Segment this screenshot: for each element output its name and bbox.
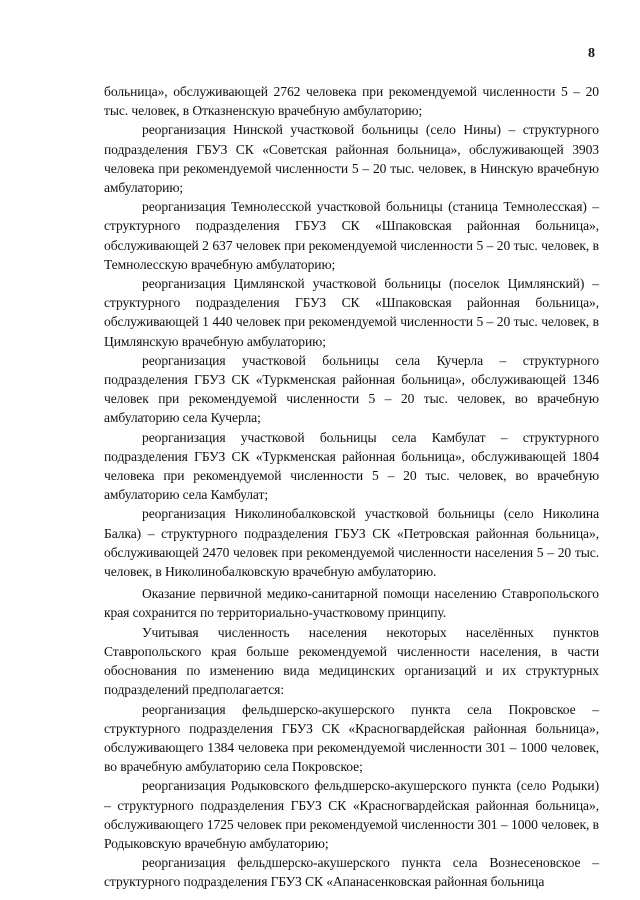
paragraph-9: Учитывая численность населения некоторых населённых пунктов Ставропольского края больше рекомендуемой численности населения, в части обоснования по изменению вида медицинских организаций и их структурных подразделений предполагается: bbox=[104, 624, 599, 698]
document-body bbox=[104, 82, 599, 892]
paragraph-5: реорганизация участковой больницы села Кучерла – структурного подразделения ГБУЗ СК «Туркменская районная больница», обслуживающей 1346 человек при рекомендуемой численности 5 – 20 тыс. человек, во врачебную амбулаторию села Кучерла; bbox=[104, 352, 599, 426]
paragraph-4: реорганизация Цимлянской участковой больницы (поселок Цимлянский) – структурного подразделения ГБУЗ СК «Шпаковская районная больница», обслуживающей 1 440 человек при рекомендуемой численности 5 – 20 тыс. человек, в Цимлянскую врачебную амбулаторию; bbox=[104, 276, 599, 349]
paragraph-11: реорганизация Родыковского фельдшерско-акушерского пункта (село Родыки) – структурного подразделения ГБУЗ СК «Красногвардейская районная больница», обслуживающего 1725 человек при рекомендуемой численности 301 – 1000 человек, в Родыковскую врачебную амбулаторию; bbox=[104, 778, 599, 851]
paragraph-2: реорганизация Нинской участковой больницы (село Нины) – структурного подразделения ГБУЗ СК «Советская районная больница», обслуживающей 3903 человека при рекомендуемой численности 5 – 20 тыс. человек, в Нинскую врачебную амбулаторию; bbox=[104, 122, 599, 196]
paragraph-7: реорганизация Николинобалковской участковой больницы (село Николина Балка) – структурного подразделения ГБУЗ СК «Петровская районная больница», обслуживающей 2470 человек при рекомендуемой численности населения 5 – 20 тыс. человек, в Николинобалковскую врачебную амбулаторию. bbox=[104, 506, 599, 580]
paragraph-12: реорганизация фельдшерско-акушерского пункта села Вознесеновское – структурного подразделения ГБУЗ СК «Апанасенковская районная больница bbox=[104, 855, 599, 890]
paragraph-6: реорганизация участковой больницы села Камбулат – структурного подразделения ГБУЗ СК «Туркменская районная больница», обслуживающей 1804 человека при рекомендуемой численности 5 – 20 тыс. человек, во врачебную амбулаторию села Камбулат; bbox=[104, 429, 599, 503]
paragraph-8: Оказание первичной медико-санитарной помощи населению Ставропольского края сохранится по территориально-участковому принципу. bbox=[104, 586, 599, 621]
paragraph-10: реорганизация фельдшерско-акушерского пункта села Покровское – структурного подразделения ГБУЗ СК «Красногвардейская районная больница», обслуживающего 1384 человека при рекомендуемой численности 301 – 1000 человек, во врачебную амбулаторию села Покровское; bbox=[104, 701, 599, 775]
page-number: 8 bbox=[588, 46, 595, 61]
paragraph-1: больница», обслуживающей 2762 человека при рекомендуемой численности 5 – 20 тыс. человек, в Отказненскую врачебную амбулаторию; bbox=[104, 84, 599, 119]
paragraph-3: реорганизация Темнолесской участковой больницы (станица Темнолесская) – структурного подразделения ГБУЗ СК «Шпаковская районная больница», обслуживающей 2 637 человек при рекомендуемой численности 5 – 20 тыс. человек, в Темнолесскую врачебную амбулаторию; bbox=[104, 199, 599, 272]
